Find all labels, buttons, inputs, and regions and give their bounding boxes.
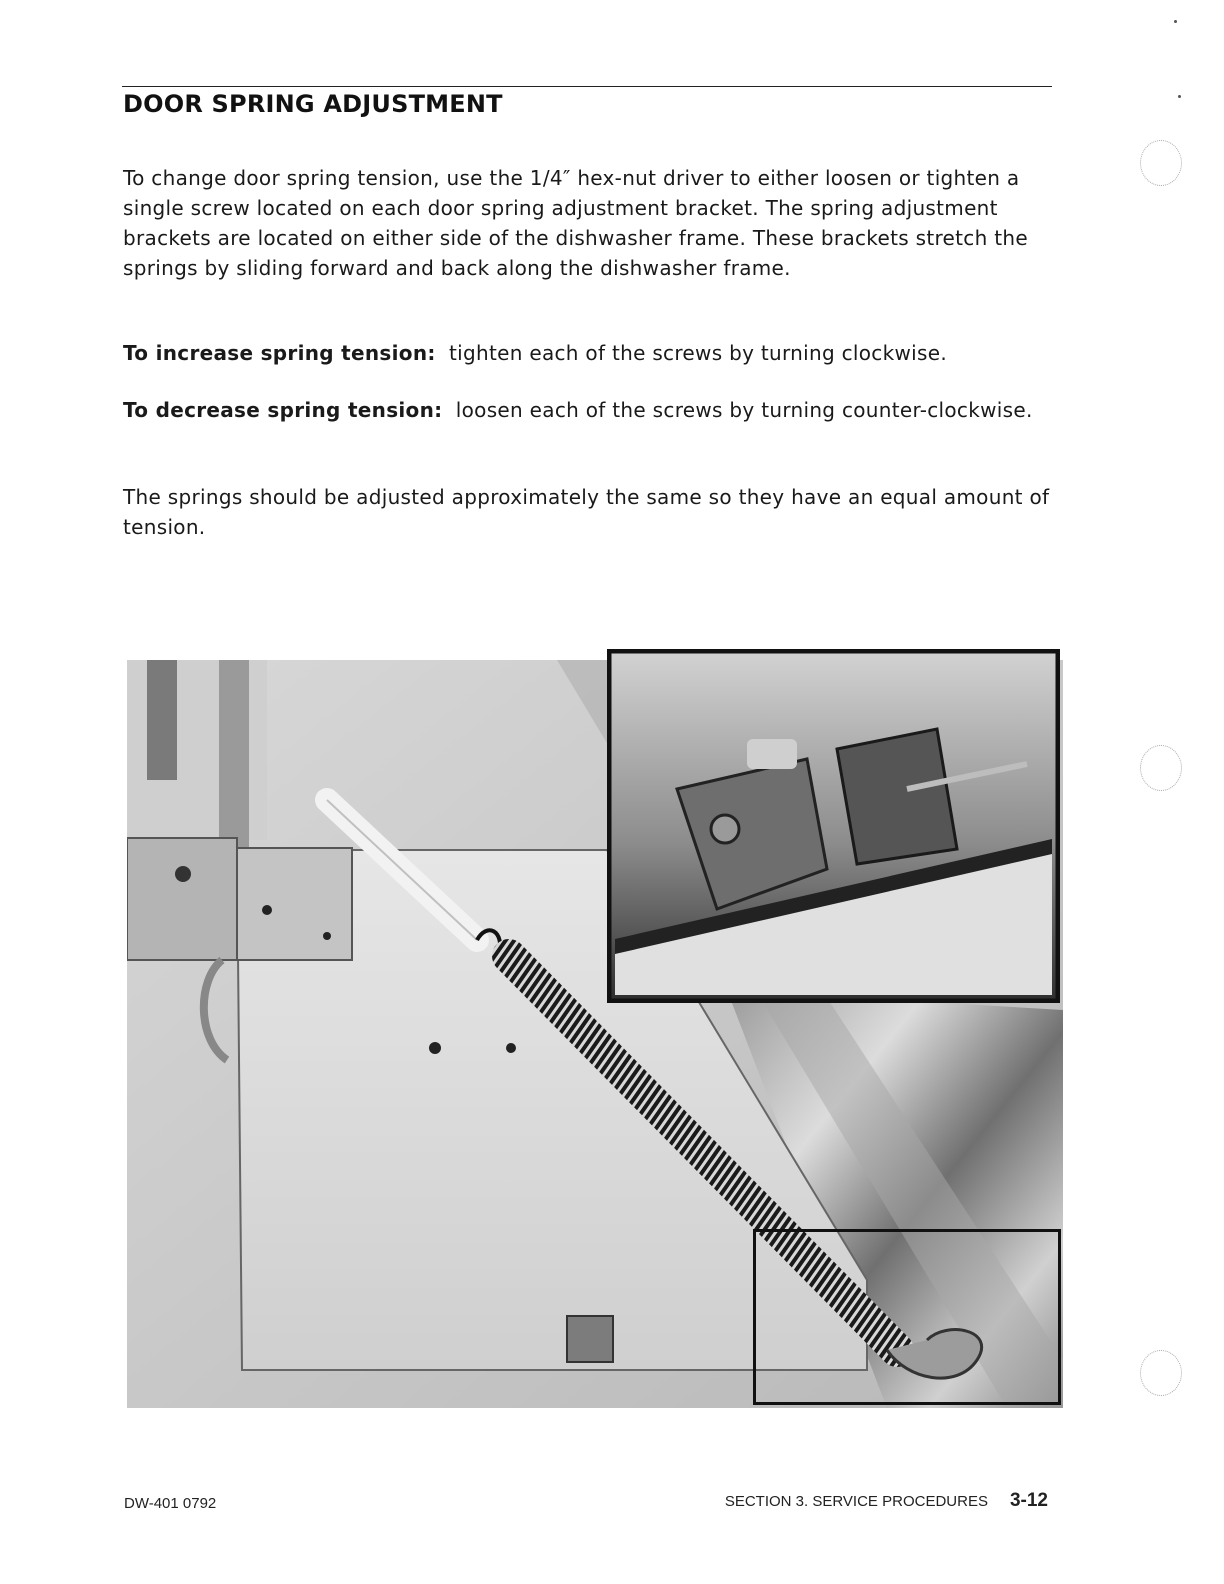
decrease-text: loosen each of the screws by turning counter-clockwise. [455, 398, 1033, 422]
increase-instruction [123, 338, 1053, 368]
bracket-closeup-inset [607, 649, 1060, 1003]
page-title: DOOR SPRING ADJUSTMENT [123, 90, 503, 118]
footer-section [725, 1490, 1048, 1512]
increase-label: To increase spring tension: [123, 341, 436, 365]
document-code: DW-401 0792 [124, 1495, 217, 1512]
punch-hole-mark [1140, 140, 1182, 186]
note-paragraph: The springs should be adjusted approximately the same so they have an equal amount of tension. [123, 485, 1050, 539]
intro-paragraph: To change door spring tension, use the 1/4″ hex-nut driver to either loosen or tighten a single screw located on each door spring adjustment bracket. The spring adjustment brackets are located on either side of the dishwasher frame. These brackets stretch the springs by sliding forward and back along the dishwasher frame. [123, 166, 1028, 280]
punch-hole-mark [1140, 745, 1182, 791]
page-number: 3-12 [1009, 1490, 1048, 1511]
lower-detail-frame [753, 1229, 1061, 1405]
section-label: SECTION 3. SERVICE PROCEDURES [724, 1493, 988, 1510]
title-rule [122, 86, 1052, 87]
increase-text: tighten each of the screws by turning clockwise. [448, 341, 947, 365]
scan-speck [1178, 95, 1181, 98]
punch-hole-mark [1140, 1350, 1182, 1396]
decrease-label: To decrease spring tension: [123, 398, 443, 422]
scan-speck [1174, 20, 1177, 23]
decrease-instruction [123, 395, 1053, 425]
